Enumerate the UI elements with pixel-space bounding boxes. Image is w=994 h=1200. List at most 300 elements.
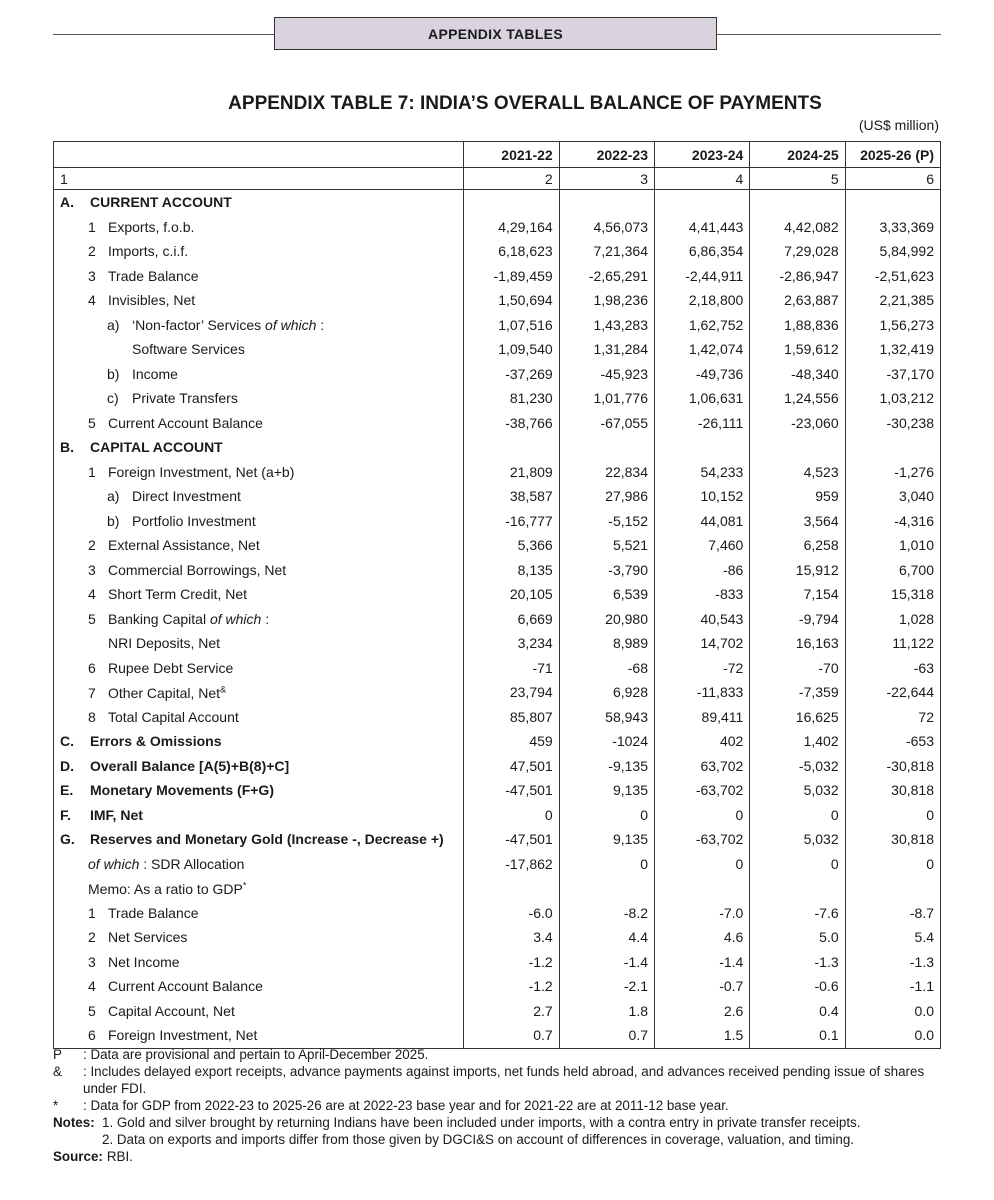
value-cell: 4,523 [750,460,845,485]
row-code: 6 [88,1027,96,1044]
row-label: Rupee Debt Service [108,659,234,676]
row-code: 3 [88,953,96,970]
table-row [54,607,941,632]
column-header: 2023-24 [655,142,750,168]
value-cell: 9,135 [559,778,654,803]
row-code: 4 [88,586,96,603]
row-label-cell [54,705,464,730]
row-label: Foreign Investment, Net (a+b) [108,463,295,480]
value-cell: -2,86,947 [750,264,845,289]
value-cell: -70 [750,656,845,681]
row-code: B. [60,439,74,456]
row-label: Net Income [108,953,180,970]
value-cell: 1,50,694 [464,288,559,313]
value-cell: -71 [464,656,559,681]
value-cell: -68 [559,656,654,681]
value-cell: 459 [464,729,559,754]
value-cell: 6,669 [464,607,559,632]
table-row [54,754,941,779]
value-cell: 6,86,354 [655,239,750,264]
column-number: 1 [54,168,464,190]
row-code: 5 [88,414,96,431]
notes-row-1 [53,1114,943,1131]
row-code: G. [60,831,75,848]
value-cell: 38,587 [464,484,559,509]
of-which-emphasis: of which [209,610,262,627]
row-label: Private Transfers [132,390,238,407]
table-row [54,313,941,338]
value-cell: 14,702 [655,631,750,656]
value-cell [464,190,559,215]
value-cell: 0 [845,803,940,828]
value-cell [464,876,559,901]
column-number: 3 [559,168,654,190]
row-label-cell [54,827,464,852]
row-code: E. [60,782,74,799]
value-cell: 4,56,073 [559,215,654,240]
footnote-text: : Includes delayed export receipts, advance payments against imports, net funds held abroad, and advances received pending issue of shares under FDI. [83,1064,925,1096]
row-code: 6 [88,659,96,676]
value-cell: 0 [464,803,559,828]
value-cell: 3.4 [464,925,559,950]
row-label: Total Capital Account [108,708,239,725]
value-cell: 15,912 [750,558,845,583]
source-text: RBI. [106,1149,133,1164]
value-cell: 8,989 [559,631,654,656]
table-row [54,411,941,436]
row-code: 3 [88,267,96,284]
value-cell [655,190,750,215]
row-label: Trade Balance [108,267,199,284]
row-code: a) [107,488,120,505]
value-cell: 0 [655,852,750,877]
value-cell: 0.1 [750,1023,845,1048]
row-code: 2 [88,243,96,260]
value-cell: -1.3 [845,950,940,975]
row-label-cell [54,778,464,803]
row-label: Monetary Movements (F+G) [90,782,274,799]
value-cell: 3,564 [750,509,845,534]
row-label: Current Account Balance [108,414,263,431]
of-which-emphasis: of which [88,855,140,872]
table-row [54,827,941,852]
value-cell: 1,59,612 [750,337,845,362]
footnote-mark: & [53,1064,62,1079]
table-row [54,435,941,460]
row-label-cell [54,558,464,583]
value-cell: 20,105 [464,582,559,607]
value-cell: 11,122 [845,631,940,656]
note-item: 1. Gold and silver brought by returning Indians have been included under imports, with a contra entry in private transfer receipts. [102,1115,861,1130]
table-row [54,582,941,607]
value-cell [845,435,940,460]
header-rule-left [53,34,274,35]
row-code: 4 [88,978,96,995]
row-label: Other Capital, Net& [108,683,227,701]
source-label: Source: [53,1149,103,1164]
value-cell: 3,234 [464,631,559,656]
value-cell: 5.4 [845,925,940,950]
value-cell: -8.7 [845,901,940,926]
value-cell: -6.0 [464,901,559,926]
value-cell: 2.6 [655,999,750,1024]
footnote-text: : Data are provisional and pertain to April-December 2025. [83,1047,429,1062]
table-row [54,386,941,411]
value-cell: 21,809 [464,460,559,485]
value-cell: 0.7 [464,1023,559,1048]
value-cell: 0 [845,852,940,877]
value-cell: 6,700 [845,558,940,583]
value-cell: 0 [655,803,750,828]
value-cell: -7.0 [655,901,750,926]
value-cell: 1,31,284 [559,337,654,362]
row-label-cell [54,239,464,264]
row-label: Invisibles, Net [108,292,196,309]
value-cell: 22,834 [559,460,654,485]
value-cell: 2,63,887 [750,288,845,313]
value-cell: -22,644 [845,680,940,705]
value-cell: 44,081 [655,509,750,534]
value-cell: 0 [559,803,654,828]
value-cell: 0.7 [559,1023,654,1048]
of-which-emphasis: of which [265,316,317,333]
table-row [54,656,941,681]
value-cell: -72 [655,656,750,681]
value-cell: -30,818 [845,754,940,779]
row-code: 4 [88,292,96,309]
value-cell: 7,21,364 [559,239,654,264]
row-label-cell [54,190,464,215]
value-cell: -7.6 [750,901,845,926]
row-label-cell [54,680,464,705]
value-cell [464,435,559,460]
table-row [54,680,941,705]
value-cell: -1.2 [464,974,559,999]
row-code: 1 [88,904,96,921]
value-cell: 1,42,074 [655,337,750,362]
value-cell: -1.4 [559,950,654,975]
header-rule-right [717,34,941,35]
value-cell: 3,040 [845,484,940,509]
value-cell: 6,258 [750,533,845,558]
value-cell [845,190,940,215]
table-row [54,778,941,803]
value-cell: -63,702 [655,827,750,852]
value-cell [559,435,654,460]
row-label: Foreign Investment, Net [108,1027,258,1044]
value-cell: -1.3 [750,950,845,975]
value-cell: -7,359 [750,680,845,705]
value-cell: -5,152 [559,509,654,534]
row-label: NRI Deposits, Net [108,635,221,652]
table-row [54,558,941,583]
column-header-row [54,142,941,168]
value-cell: 5,84,992 [845,239,940,264]
value-cell: -37,269 [464,362,559,387]
value-cell: 4,41,443 [655,215,750,240]
table-row [54,631,941,656]
table-row [54,362,941,387]
value-cell: -653 [845,729,940,754]
value-cell: 40,543 [655,607,750,632]
value-cell: -8.2 [559,901,654,926]
row-label: CAPITAL ACCOUNT [90,439,223,456]
value-cell: -47,501 [464,778,559,803]
row-code: a) [107,316,120,333]
value-cell: 5,032 [750,827,845,852]
source-row [53,1148,943,1165]
row-label-cell [54,754,464,779]
appendix-banner: APPENDIX TABLES [274,17,717,50]
value-cell: 1.8 [559,999,654,1024]
value-cell: 1,09,540 [464,337,559,362]
value-cell: 0 [750,803,845,828]
row-label: of which : SDR Allocation [88,855,245,872]
value-cell: -86 [655,558,750,583]
row-label: Direct Investment [132,488,241,505]
row-label-cell [54,362,464,387]
value-cell: -3,790 [559,558,654,583]
value-cell: 81,230 [464,386,559,411]
table-row [54,509,941,534]
value-cell: 3,33,369 [845,215,940,240]
row-label-cell [54,607,464,632]
row-label-cell [54,950,464,975]
value-cell: 58,943 [559,705,654,730]
value-cell: 1,98,236 [559,288,654,313]
row-label-cell [54,264,464,289]
value-cell: -63,702 [655,778,750,803]
value-cell: -2,65,291 [559,264,654,289]
row-code: 1 [88,218,96,235]
value-cell: 54,233 [655,460,750,485]
row-label-cell [54,876,464,901]
value-cell: -5,032 [750,754,845,779]
row-label-cell [54,215,464,240]
row-label: Net Services [108,929,188,946]
row-label-cell [54,533,464,558]
value-cell: -45,923 [559,362,654,387]
row-code: b) [107,512,120,529]
row-label: Banking Capital of which : [108,610,270,627]
row-label: Current Account Balance [108,978,263,995]
column-header: 2025-26 (P) [845,142,940,168]
value-cell: 30,818 [845,827,940,852]
value-cell: 0 [750,852,845,877]
value-cell: -4,316 [845,509,940,534]
value-cell: 1,32,419 [845,337,940,362]
value-cell: -47,501 [464,827,559,852]
value-cell: 1,56,273 [845,313,940,338]
value-cell: 4,29,164 [464,215,559,240]
value-cell: 1.5 [655,1023,750,1048]
value-cell: -1.2 [464,950,559,975]
value-cell: 0.0 [845,999,940,1024]
value-cell [845,876,940,901]
table-row [54,239,941,264]
column-number: 6 [845,168,940,190]
row-label-cell [54,631,464,656]
table-row [54,803,941,828]
value-cell: 5,521 [559,533,654,558]
table-row [54,901,941,926]
row-label: IMF, Net [90,806,143,823]
note-item: 2. Data on exports and imports differ from those given by DGCI&S on account of differences in coverage, valuation, and timing. [102,1132,855,1147]
row-label-cell [54,999,464,1024]
table-row [54,925,941,950]
row-code: 5 [88,1002,96,1019]
row-label: ‘Non-factor’ Services of which : [132,316,325,333]
value-cell: -37,170 [845,362,940,387]
row-label-cell [54,656,464,681]
page-title: APPENDIX TABLE 7: INDIA’S OVERALL BALANCE OF PAYMENTS [228,93,822,114]
value-cell: 1,06,631 [655,386,750,411]
value-cell: 7,460 [655,533,750,558]
row-label: Portfolio Investment [132,512,256,529]
value-cell: 0 [559,852,654,877]
row-label: Errors & Omissions [90,733,222,750]
table-body [54,190,941,1049]
table-row [54,190,941,215]
value-cell: -30,238 [845,411,940,436]
value-cell: 2,18,800 [655,288,750,313]
value-cell: -833 [655,582,750,607]
value-cell: 402 [655,729,750,754]
value-cell: 0.4 [750,999,845,1024]
table-row [54,215,941,240]
value-cell: 959 [750,484,845,509]
value-cell: 5,032 [750,778,845,803]
row-code: C. [60,733,74,750]
table-row [54,484,941,509]
row-label-cell [54,974,464,999]
row-code: 7 [88,684,96,701]
bop-table [53,141,941,1049]
value-cell: 8,135 [464,558,559,583]
value-cell: 72 [845,705,940,730]
table-row [54,460,941,485]
value-cell: 1,402 [750,729,845,754]
row-label: Reserves and Monetary Gold (Increase -, Decrease +) [90,831,444,848]
value-cell: 1,24,556 [750,386,845,411]
column-number: 2 [464,168,559,190]
row-label-cell [54,386,464,411]
value-cell: 47,501 [464,754,559,779]
value-cell [750,190,845,215]
value-cell [559,876,654,901]
value-cell: -2.1 [559,974,654,999]
footnote-marker: & [220,683,227,694]
row-code: F. [60,806,71,823]
value-cell: 1,88,836 [750,313,845,338]
row-code: 3 [88,561,96,578]
table-row [54,705,941,730]
table-row [54,876,941,901]
column-header: 2021-22 [464,142,559,168]
value-cell [655,435,750,460]
notes-spacer [53,1131,102,1148]
row-label-cell [54,337,464,362]
value-cell: -17,862 [464,852,559,877]
row-code: 8 [88,708,96,725]
value-cell: -1,89,459 [464,264,559,289]
value-cell: 5.0 [750,925,845,950]
value-cell: -23,060 [750,411,845,436]
footnote-mark: * [53,1098,59,1113]
row-label-cell [54,925,464,950]
footnote-star [53,1097,943,1114]
table-row [54,1023,941,1048]
value-cell: 15,318 [845,582,940,607]
value-cell: -63 [845,656,940,681]
value-cell: 7,154 [750,582,845,607]
value-cell: 4.6 [655,925,750,950]
value-cell: 1,028 [845,607,940,632]
table-row [54,729,941,754]
footnote-text: : Data for GDP from 2022-23 to 2025-26 are at 2022-23 base year and for 2021-22 are at 2011-12 base year. [83,1098,729,1113]
row-label: Software Services [132,341,245,358]
value-cell: 27,986 [559,484,654,509]
value-cell: 1,62,752 [655,313,750,338]
row-label-cell [54,852,464,877]
value-cell: -0.7 [655,974,750,999]
row-label-cell [54,411,464,436]
column-number-row [54,168,941,190]
value-cell: -1024 [559,729,654,754]
row-label-cell [54,435,464,460]
row-label-cell [54,803,464,828]
row-code: 5 [88,610,96,627]
column-header: 2022-23 [559,142,654,168]
value-cell: 1,010 [845,533,940,558]
value-cell: -1.1 [845,974,940,999]
value-cell: -16,777 [464,509,559,534]
value-cell: 1,03,212 [845,386,940,411]
value-cell: 20,980 [559,607,654,632]
row-code: 2 [88,929,96,946]
value-cell: -38,766 [464,411,559,436]
value-cell: -67,055 [559,411,654,436]
row-code: b) [107,365,120,382]
value-cell: 63,702 [655,754,750,779]
value-cell: 2,21,385 [845,288,940,313]
value-cell: -0.6 [750,974,845,999]
notes-row-2 [53,1131,943,1148]
value-cell: 0.0 [845,1023,940,1048]
row-label-cell [54,901,464,926]
row-code: 1 [88,463,96,480]
row-label-cell [54,484,464,509]
value-cell: 85,807 [464,705,559,730]
row-label: Overall Balance [A(5)+B(8)+C] [90,757,290,774]
row-code: D. [60,757,74,774]
row-label-cell [54,729,464,754]
value-cell: 23,794 [464,680,559,705]
row-label-cell [54,313,464,338]
row-label-cell [54,582,464,607]
value-cell: -1.4 [655,950,750,975]
unit-label: (US$ million) [858,117,939,133]
value-cell: 16,163 [750,631,845,656]
value-cell: 4,42,082 [750,215,845,240]
value-cell: -48,340 [750,362,845,387]
value-cell: 16,625 [750,705,845,730]
row-label-cell [54,509,464,534]
table-row [54,533,941,558]
value-cell: -9,135 [559,754,654,779]
value-cell: 89,411 [655,705,750,730]
row-label: Exports, f.o.b. [108,218,195,235]
